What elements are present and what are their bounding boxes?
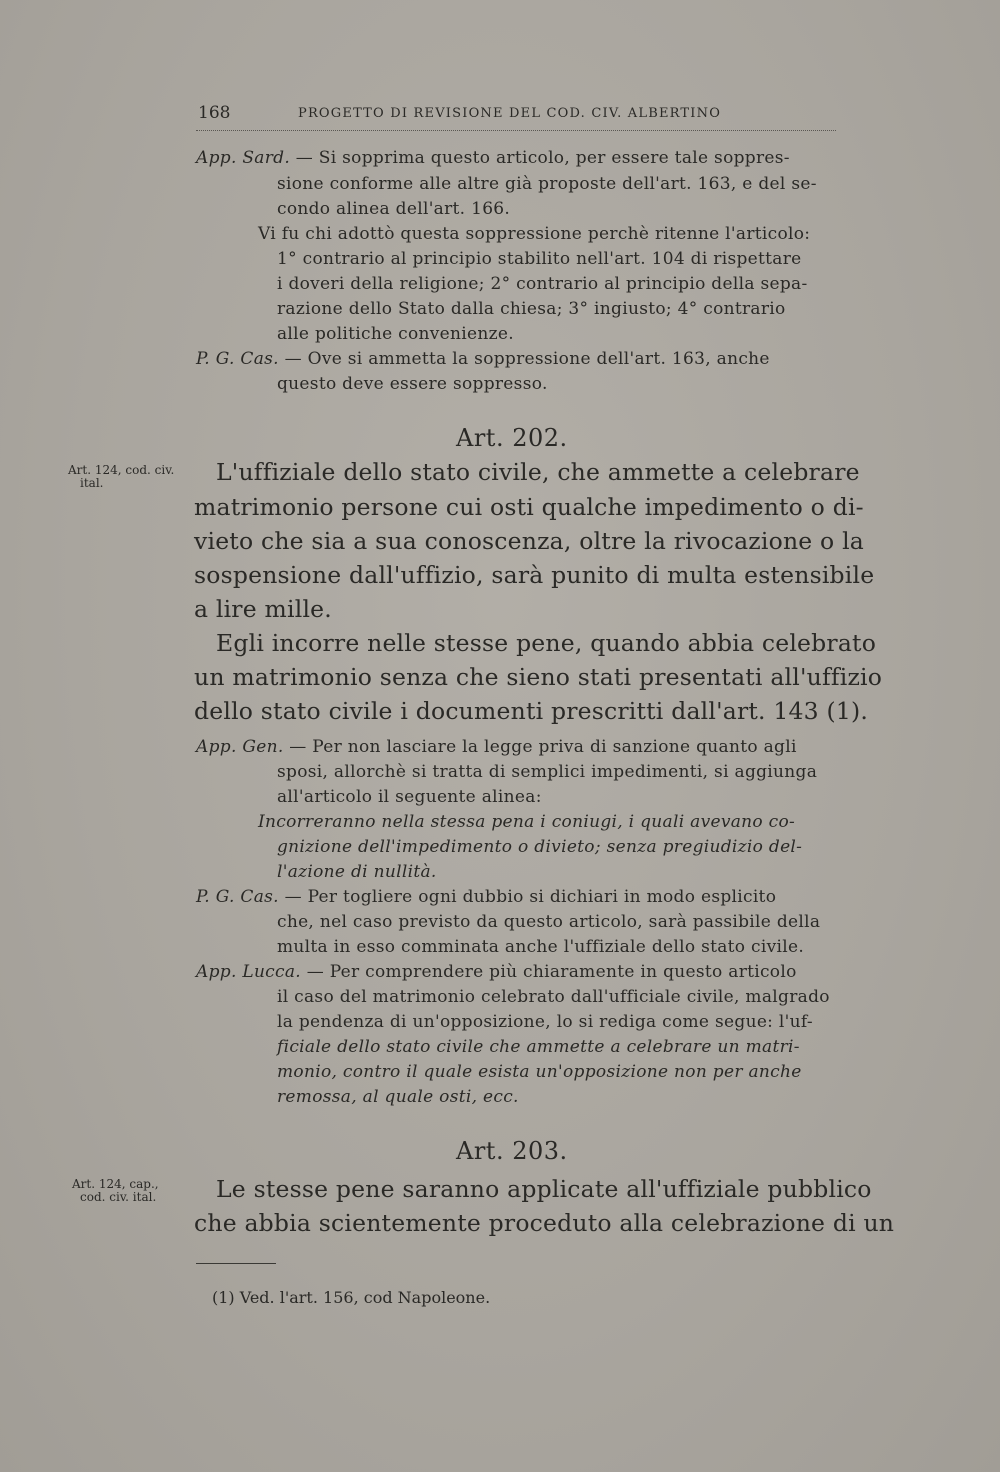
- margin-note: Art. 124, cap.,: [72, 1177, 159, 1191]
- note-line: 1° contrario al principio stabilito nell'art. 104 di rispettare: [277, 249, 802, 269]
- note-line: remossa, al quale osti, ecc.: [277, 1087, 519, 1107]
- note-lead: P. G. Cas.: [196, 349, 279, 369]
- note-text: — Per non lasciare la legge priva di sanzione quanto agli: [289, 737, 797, 757]
- note-line: questo deve essere soppresso.: [277, 374, 548, 394]
- article-line: vieto che sia a sua conoscenza, oltre la rivocazione o la: [194, 527, 864, 555]
- footnote: (1) Ved. l'art. 156, cod Napoleone.: [212, 1288, 491, 1307]
- note-line: sposi, allorchè si tratta di semplici impedimenti, si aggiunga: [277, 762, 818, 782]
- note-line: razione dello Stato dalla chiesa; 3° ingiusto; 4° contrario: [277, 299, 786, 319]
- note-line: [196, 146, 790, 171]
- note-line: [196, 735, 797, 760]
- running-title: PROGETTO DI REVISIONE DEL COD. CIV. ALBERTINO: [298, 106, 722, 121]
- margin-note: Art. 124, cod. civ.: [68, 463, 175, 477]
- note-line: all'articolo il seguente alinea:: [277, 787, 542, 807]
- note-line: i doveri della religione; 2° contrario al principio della sepa-: [277, 274, 808, 294]
- note-lead: App. Lucca.: [196, 962, 301, 982]
- note-text: — Per togliere ogni dubbio si dichiari in modo esplicito: [284, 887, 777, 907]
- note-line: condo alinea dell'art. 166.: [277, 199, 511, 219]
- article-heading: Art. 202.: [456, 424, 568, 452]
- note-line: [196, 347, 770, 372]
- article-line: dello stato civile i documenti prescritti dall'art. 143 (1).: [194, 697, 869, 725]
- note-lead: App. Sard.: [196, 148, 291, 168]
- header-rule: [196, 130, 836, 131]
- note-line: che, nel caso previsto da questo articolo, sarà passibile della: [277, 912, 821, 932]
- note-line: gnizione dell'impedimento o divieto; senza pregiudizio del-: [277, 837, 803, 857]
- page-number: 168: [198, 103, 231, 123]
- note-line: Incorreranno nella stessa pena i coniugi, i quali avevano co-: [258, 812, 796, 832]
- note-line: ficiale dello stato civile che ammette a celebrare un matri-: [277, 1037, 800, 1057]
- article-line: Le stesse pene saranno applicate all'uffiziale pubblico: [216, 1175, 872, 1203]
- note-text: — Si sopprima questo articolo, per essere tale soppres-: [295, 148, 790, 168]
- note-line: Vi fu chi adottò questa soppressione perchè ritenne l'articolo:: [258, 224, 811, 244]
- article-line: matrimonio persone cui osti qualche impedimento o di-: [194, 493, 864, 521]
- margin-note: ital.: [80, 476, 104, 490]
- article-line: a lire mille.: [194, 595, 332, 623]
- note-line: alle politiche convenienze.: [277, 324, 514, 344]
- note-text: — Per comprendere più chiaramente in questo articolo: [306, 962, 797, 982]
- note-line: la pendenza di un'opposizione, lo si rediga come segue: l'uf-: [277, 1012, 813, 1032]
- note-line: il caso del matrimonio celebrato dall'ufficiale civile, malgrado: [277, 987, 830, 1007]
- footnote-rule: [196, 1263, 276, 1264]
- article-line: che abbia scientemente proceduto alla celebrazione di un: [194, 1209, 895, 1237]
- note-line: monio, contro il quale esista un'opposizione non per anche: [277, 1062, 802, 1082]
- article-line: L'uffiziale dello stato civile, che ammette a celebrare: [216, 458, 860, 486]
- note-line: sione conforme alle altre già proposte dell'art. 163, e del se-: [277, 174, 817, 194]
- note-line: [196, 960, 797, 985]
- note-lead: P. G. Cas.: [196, 887, 279, 907]
- article-line: Egli incorre nelle stesse pene, quando abbia celebrato: [216, 629, 877, 657]
- article-heading: Art. 203.: [456, 1137, 568, 1165]
- note-line: multa in esso comminata anche l'uffiziale dello stato civile.: [277, 937, 805, 957]
- note-text: — Ove si ammetta la soppressione dell'art. 163, anche: [284, 349, 770, 369]
- note-line: l'azione di nullità.: [277, 862, 437, 882]
- margin-note: cod. civ. ital.: [80, 1190, 157, 1204]
- article-line: sospensione dall'uffizio, sarà punito di multa estensibile: [194, 561, 875, 589]
- article-line: un matrimonio senza che sieno stati presentati all'uffizio: [194, 663, 883, 691]
- note-lead: App. Gen.: [196, 737, 284, 757]
- note-line: [196, 885, 776, 910]
